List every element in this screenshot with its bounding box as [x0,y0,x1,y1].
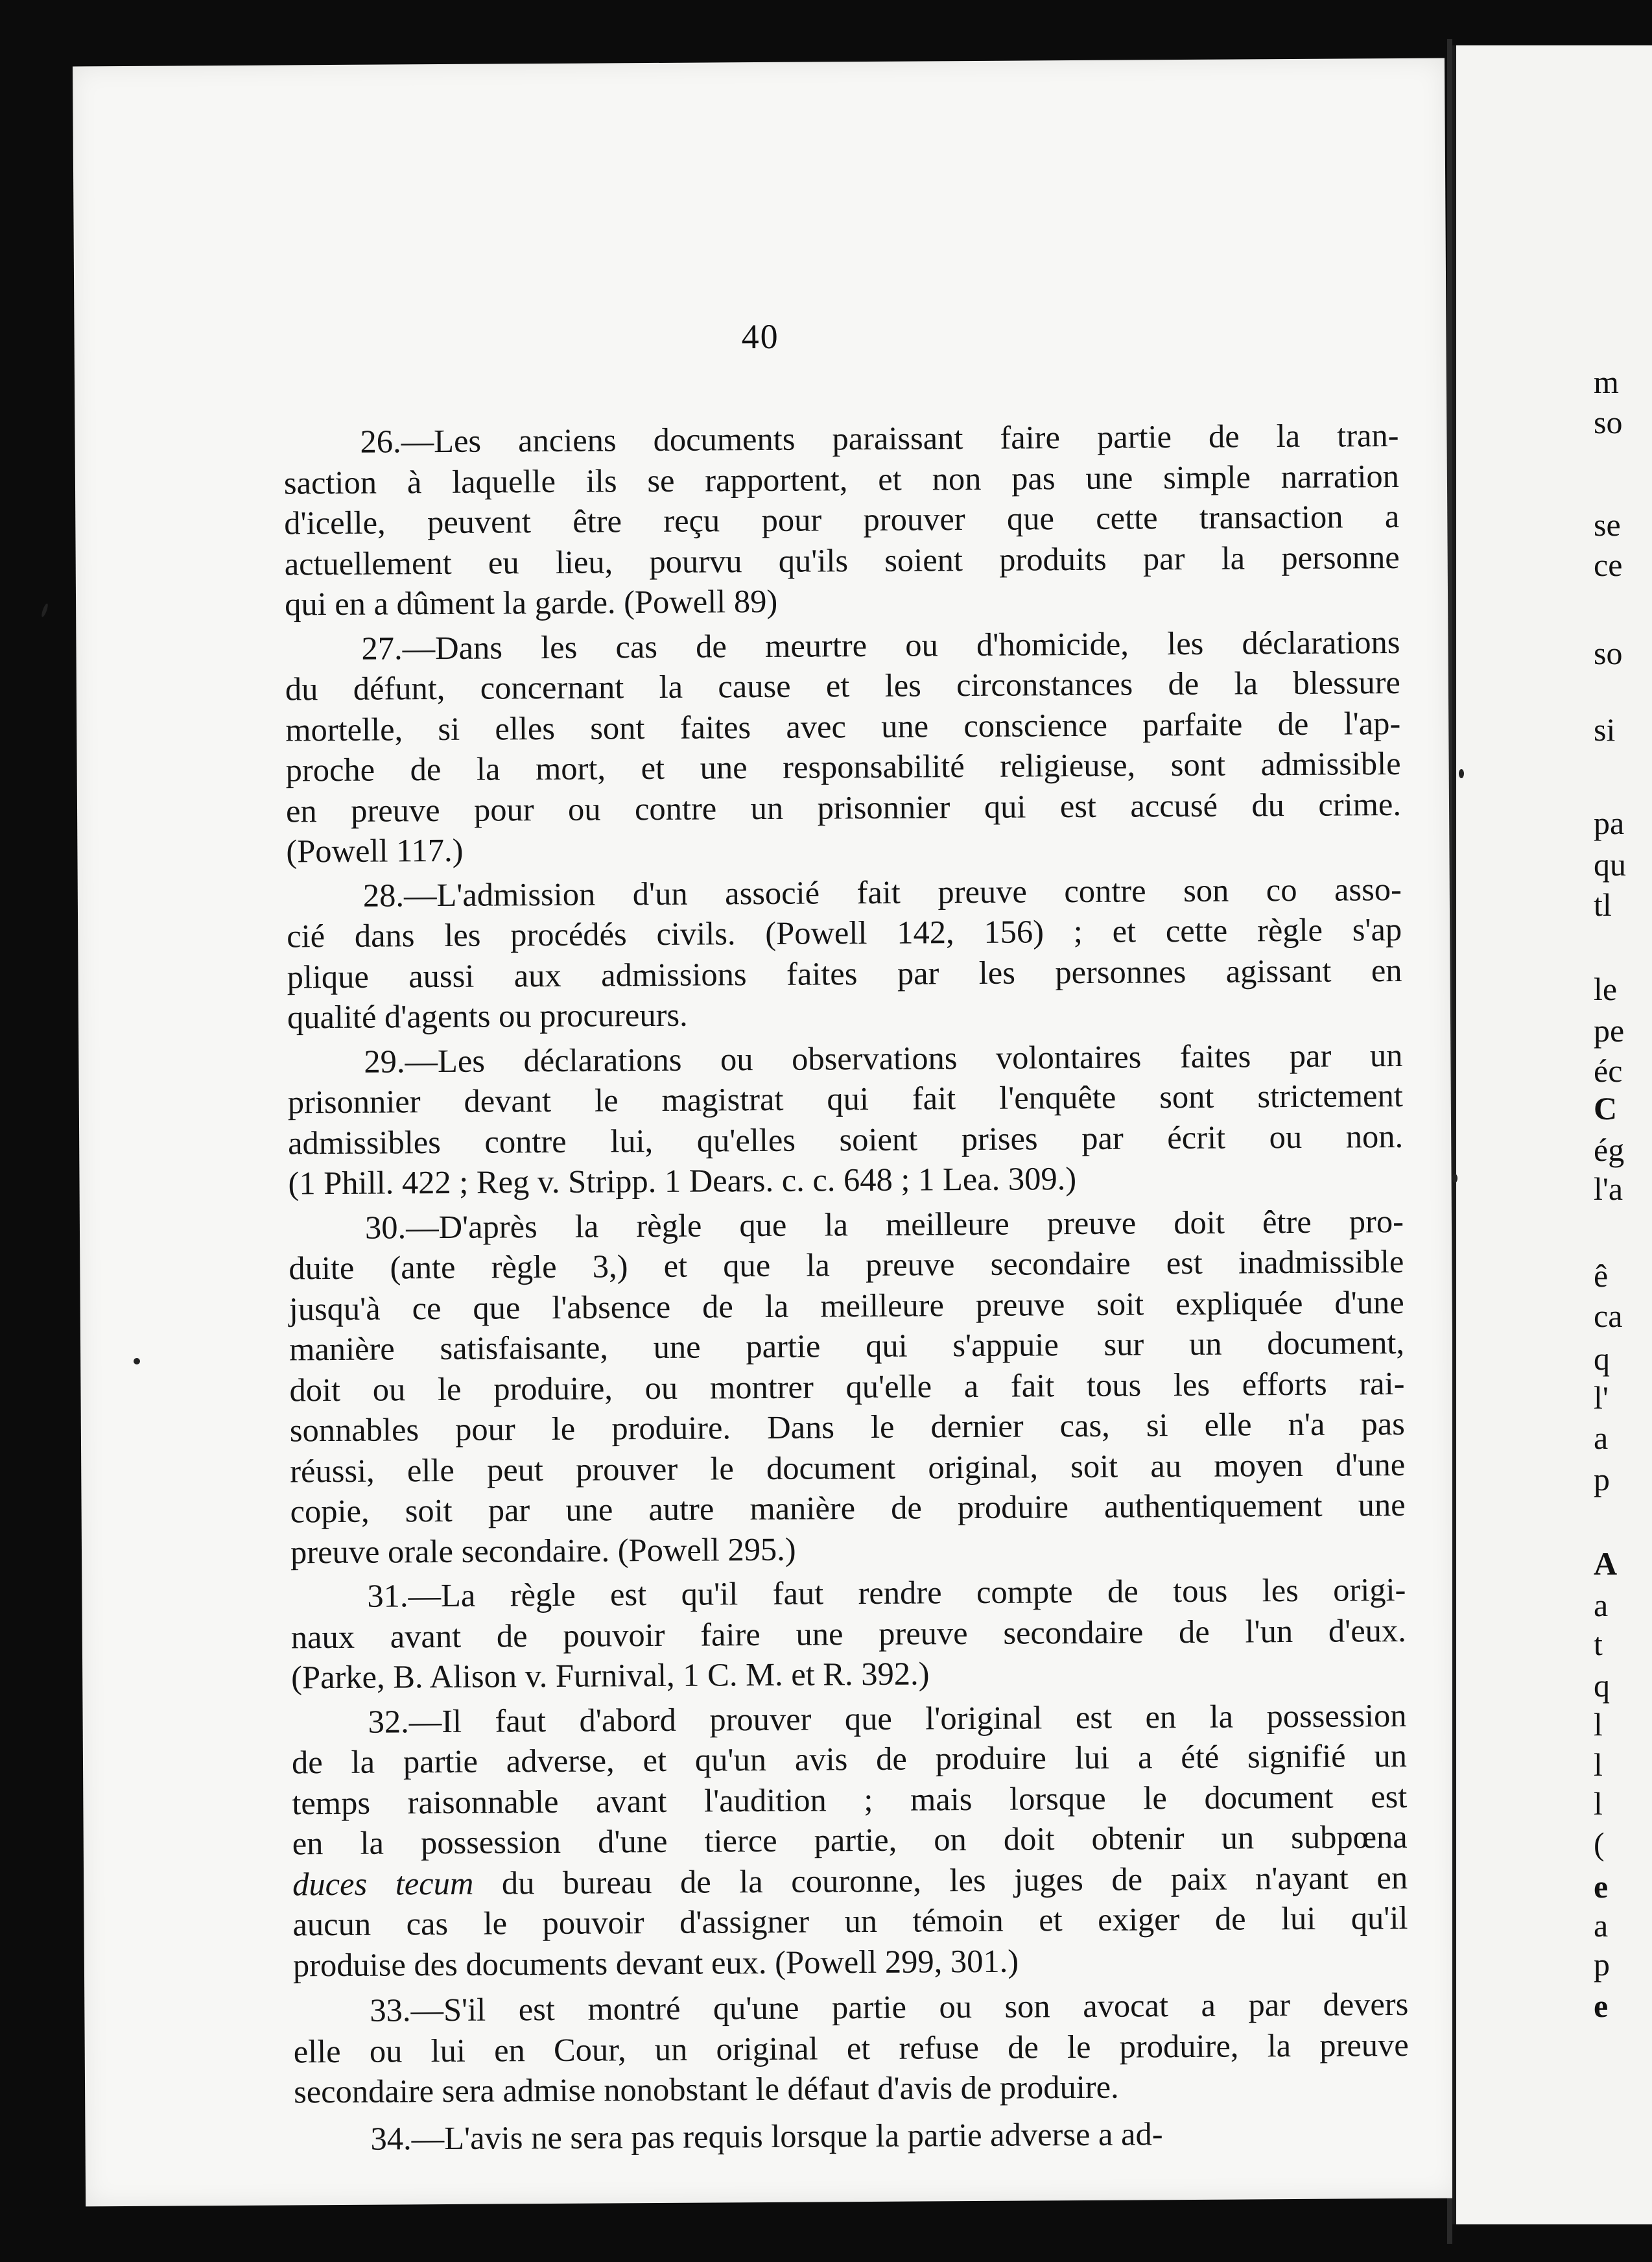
right-page-fragment: ég [1594,1132,1625,1168]
text-line: 32.—Il faut d'abord prouver que l'original est en la possession [368,1696,1407,1740]
text-line: qui en a dûment la garde. (Powell 89) [284,582,778,623]
right-page-fragment: q [1594,1667,1610,1704]
text-line: (Parke, B. Alison v. Furnival, 1 C. M. et R. 392.) [291,1655,930,1696]
text-line: du défunt, concernant la cause et les circonstances de la blessure [285,663,1401,708]
right-page-fragment: ê [1594,1257,1609,1294]
paragraph [290,1569,1406,1698]
right-page-fragment: éc [1594,1053,1623,1089]
text-line: proche de la mort, et une responsabilité religieuse, sont admissible [285,744,1401,789]
right-page-fragment: l' [1594,1379,1609,1416]
text-line: jusqu'à ce que l'absence de la meilleure preuve soit expliquée d'une [289,1283,1404,1327]
paragraph [291,1695,1408,1985]
text-line: qualité d'agents ou procureurs. [287,996,688,1036]
text-line: temps raisonnable avant l'audition ; mais lorsque le document est [292,1778,1408,1821]
right-page-fragment: l [1594,1785,1603,1822]
text-line: d'icelle, peuvent être reçu pour prouver que cette transaction a [284,497,1400,542]
text-line: plique aussi aux admissions faites par les personnes agissant en [287,951,1402,995]
right-page-fragment: e [1594,1988,1609,2024]
text-line: saction à laquelle ils se rapportent, et non pas une simple narration [283,457,1400,501]
scan-speck [1459,769,1464,778]
right-page-fragment: p [1594,1461,1610,1497]
text-line: mortelle, si elles sont faites avec une conscience parfaite de l'ap- [285,704,1401,748]
scan-speck [1452,1174,1457,1183]
right-page-fragment: pa [1594,805,1625,841]
text-line: prisonnier devant le magistrat qui fait l'enquête sont strictement [287,1077,1403,1121]
text-line: 28.—L'admission d'un associé fait preuve contre son co asso- [362,870,1402,914]
text-line: (1 Phill. 422 ; Reg v. Stripp. 1 Dears. c. c. 648 ; 1 Lea. 309.) [288,1160,1077,1202]
paragraph [287,1034,1403,1204]
text-line: secondaire sera admise nonobstant le défaut d'avis de produire. [293,2068,1119,2110]
text-line: elle ou lui en Cour, un original et refuse de le produire, la preuve [293,2026,1409,2069]
text-line: aucun cas le pouvoir d'assigner un témoin et exiger de lui qu'il [292,1899,1408,1943]
text-line: de la partie adverse, et qu'un avis de produire lui a été signifié un [291,1737,1408,1781]
right-page-fragment: l'a [1594,1171,1623,1207]
right-page-fragment: e [1594,1868,1609,1905]
text-line: en la possession d'une tierce partie, on doit obtenir un subpœna [292,1818,1408,1862]
right-page-fragment: l [1594,1746,1603,1783]
right-page-fragment: t [1594,1626,1603,1662]
text-line: 34.—L'avis ne sera pas requis lorsque la partie adverse a ad- [370,2115,1163,2157]
text-line: 26.—Les anciens documents paraissant faire partie de la tran- [360,416,1399,460]
text-line: produise des documents devant eux. (Powell 299, 301.) [292,1942,1019,1983]
text-line: 29.—Les déclarations ou observations volontaires faites par un [364,1036,1403,1080]
text-line: admissibles contre lui, qu'elles soient prises par écrit ou non. [287,1117,1404,1161]
right-page-fragment: m [1594,364,1619,400]
text-line: actuellement eu lieu, pourvu qu'ils soient produits par la personne [284,538,1400,582]
right-page-fragment: ca [1594,1298,1623,1334]
right-page-fragment: a [1594,1907,1609,1944]
right-page-fragment: ce [1594,547,1623,583]
right-page-fragment: tl [1594,887,1612,923]
right-page-fragment: qu [1594,846,1626,883]
text-line: cié dans les procédés civils. (Powell 142, 156) ; et cette règle s'ap [287,911,1402,955]
page-number: 40 [741,316,779,357]
body-text [283,415,1409,2159]
right-page-fragment: ( [1594,1826,1605,1862]
text-line: naux avant de pouvoir faire une preuve secondaire de l'un d'eux. [290,1612,1406,1655]
text-line: doit ou le produire, ou montrer qu'elle a fait tous les efforts rai- [289,1364,1405,1408]
text-line: manière satisfaisante, une partie qui s'appuie sur un document, [289,1324,1405,1368]
right-page-fragment: a [1594,1420,1609,1456]
text-line: réussi, elle peut prouver le document original, soit au moyen d'une [290,1446,1406,1489]
right-page-fragment: C [1594,1090,1618,1126]
text-line: en preuve pour ou contre un prisonnier qui est accusé du crime. [285,785,1402,829]
paragraph [283,415,1400,625]
text-line: duite (ante règle 3,) et que la preuve secondaire est inadmissible [289,1243,1404,1287]
scan-speck [134,1358,140,1364]
right-page-fragment: A [1594,1545,1618,1582]
text-line: sonnables pour le produire. Dans le dernier cas, si elle n'a pas [289,1405,1406,1449]
text-line: 30.—D'après la règle que la meilleure preuve doit être pro- [364,1202,1404,1246]
paragraph [293,1984,1409,2112]
right-page-fragment: so [1594,635,1623,671]
right-page-fragment: q [1594,1340,1610,1377]
paragraph [294,2112,1409,2159]
text-line: copie, soit par une autre manière de produire authentiquement une [290,1486,1406,1530]
right-page-fragment: se [1594,506,1621,543]
scan-speck [40,603,49,618]
right-page-fragment: le [1594,971,1618,1007]
text-line: (Powell 117.) [286,831,464,870]
paragraph [287,868,1402,1038]
text-line: 31.—La règle est qu'il faut rendre compte de tous les origi- [367,1571,1406,1614]
right-page-fragment: a [1594,1587,1609,1623]
text-line: preuve orale secondaire. (Powell 295.) [290,1530,796,1570]
paragraph [285,621,1401,871]
right-page-fragment: p [1594,1946,1610,1982]
right-page-fragment: pe [1594,1012,1625,1049]
text-line: 33.—S'il est montré qu'une partie ou son avocat a par devers [370,1985,1409,2029]
text-line: duces tecum du bureau de la couronne, les juges de paix n'ayant en [292,1859,1408,1902]
text-line: 27.—Dans les cas de meurtre ou d'homicide, les déclarations [361,623,1400,667]
right-page-fragment: l [1594,1706,1603,1743]
right-page-fragment: si [1594,711,1616,748]
left-page [73,58,1457,2207]
right-page-fragment: so [1594,404,1623,440]
paragraph [289,1200,1406,1572]
